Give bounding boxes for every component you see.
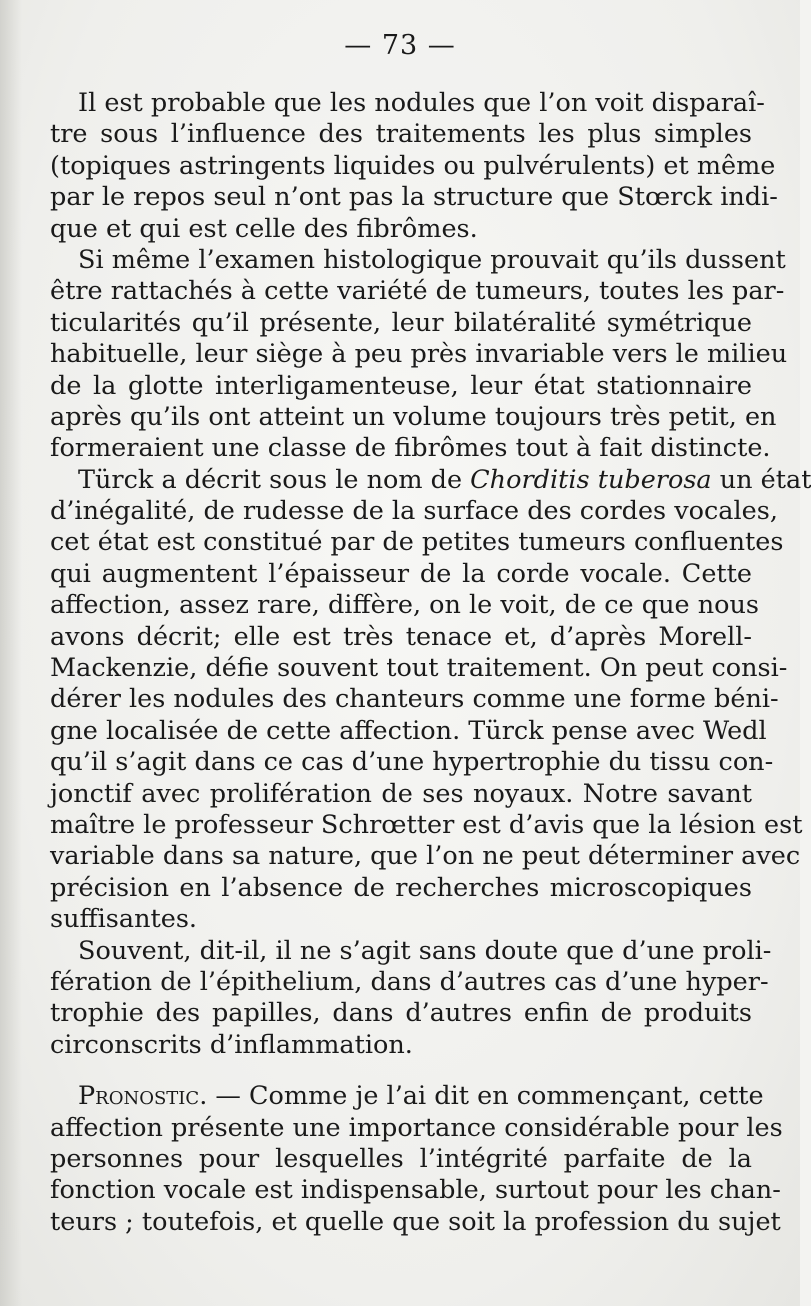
text-line: habituelle, leur siège à peu près invariable vers le milieu (50, 339, 788, 370)
italic-term: Chorditis tuberosa (470, 464, 712, 495)
text-line: dérer les nodules des chanteurs comme une forme béni- (50, 684, 779, 715)
text-line: fération de l’épithelium, dans d’autres cas d’une hyper- (50, 966, 769, 997)
text-line: qu’il s’agit dans ce cas d’une hypertrophie du tissu con- (50, 747, 774, 778)
paragraph (50, 935, 772, 1062)
section-gap (50, 1061, 752, 1081)
text-line: jonctif avec prolifération de ses noyaux. Notre savant (50, 778, 752, 809)
text-line: personnes pour lesquelles l’intégrité parfaite de la (50, 1143, 752, 1174)
binding-shadow (0, 0, 22, 1306)
text-line: variable dans sa nature, que l’on ne peut déterminer avec (50, 841, 801, 872)
text-line: d’inégalité, de rudesse de la surface des cordes vocales, (50, 496, 778, 527)
text-line (50, 1081, 764, 1112)
text-span: Türck a décrit sous le nom de (78, 464, 471, 495)
text-line: cet état est constitué par de petites tumeurs confluentes (50, 527, 784, 558)
paragraph (50, 244, 788, 465)
text-line: gne localisée de cette affection. Türck pense avec Wedl (50, 715, 767, 746)
paragraph (50, 88, 778, 245)
text-line: que et qui est celle des fibrômes. (50, 213, 478, 244)
text-line: (topiques astringents liquides ou pulvérulents) et même (50, 150, 776, 181)
text-line: précision en l’absence de recherches microscopiques (50, 872, 752, 903)
text-line: suffisantes. (50, 904, 198, 935)
text-line (50, 464, 811, 496)
text-line: Mackenzie, défie souvent tout traitement. On peut consi- (50, 653, 788, 684)
text-span: un état (711, 464, 811, 495)
text-line: fonction vocale est indispensable, surtout pour les chan- (50, 1175, 781, 1206)
text-line: circonscrits d’inflammation. (50, 1029, 413, 1060)
text-line: Il est probable que les nodules que l’on voit disparaî- (78, 88, 765, 118)
page-number: — 73 — (344, 30, 456, 61)
text-line: maître le professeur Schrœtter est d’avis que la lésion est (50, 809, 803, 840)
text-line: par le repos seul n’ont pas la structure que Stœrck indi- (50, 182, 778, 213)
text-line: tre sous l’influence des traitements les plus simples (50, 119, 752, 150)
text-line: après qu’ils ont atteint un volume toujours très petit, en (50, 401, 777, 432)
section-heading: Pronostic. (78, 1081, 208, 1112)
text-line: affection présente une importance considérable pour les (50, 1112, 783, 1143)
text-line: teurs ; toutefois, et quelle que soit la profession du sujet (50, 1206, 781, 1237)
text-line: affection, assez rare, diffère, on le voit, de ce que nous (50, 590, 759, 621)
body-text (50, 88, 811, 1238)
text-line: avons décrit; elle est très tenace et, d’après Morell- (50, 621, 752, 652)
text-span: — Comme je l’ai dit en commençant, cette (207, 1081, 764, 1112)
paragraph-pronostic (50, 1081, 783, 1238)
text-line: formeraient une classe de fibrômes tout à fait distincte. (50, 433, 771, 464)
text-line: Souvent, dit-il, il ne s’agit sans doute que d’une proli- (78, 935, 772, 966)
text-line: Si même l’examen histologique prouvait qu’ils dussent (78, 244, 786, 275)
text-line: ticularités qu’il présente, leur bilatéralité symétrique (50, 307, 752, 338)
paragraph (50, 464, 811, 936)
text-line: de la glotte interligamenteuse, leur état stationnaire (50, 370, 752, 401)
text-line: trophie des papilles, dans d’autres enfin de produits (50, 998, 752, 1029)
text-line: être rattachés à cette variété de tumeurs, toutes les par- (50, 276, 785, 307)
text-line: qui augmentent l’épaisseur de la corde vocale. Cette (50, 558, 752, 589)
